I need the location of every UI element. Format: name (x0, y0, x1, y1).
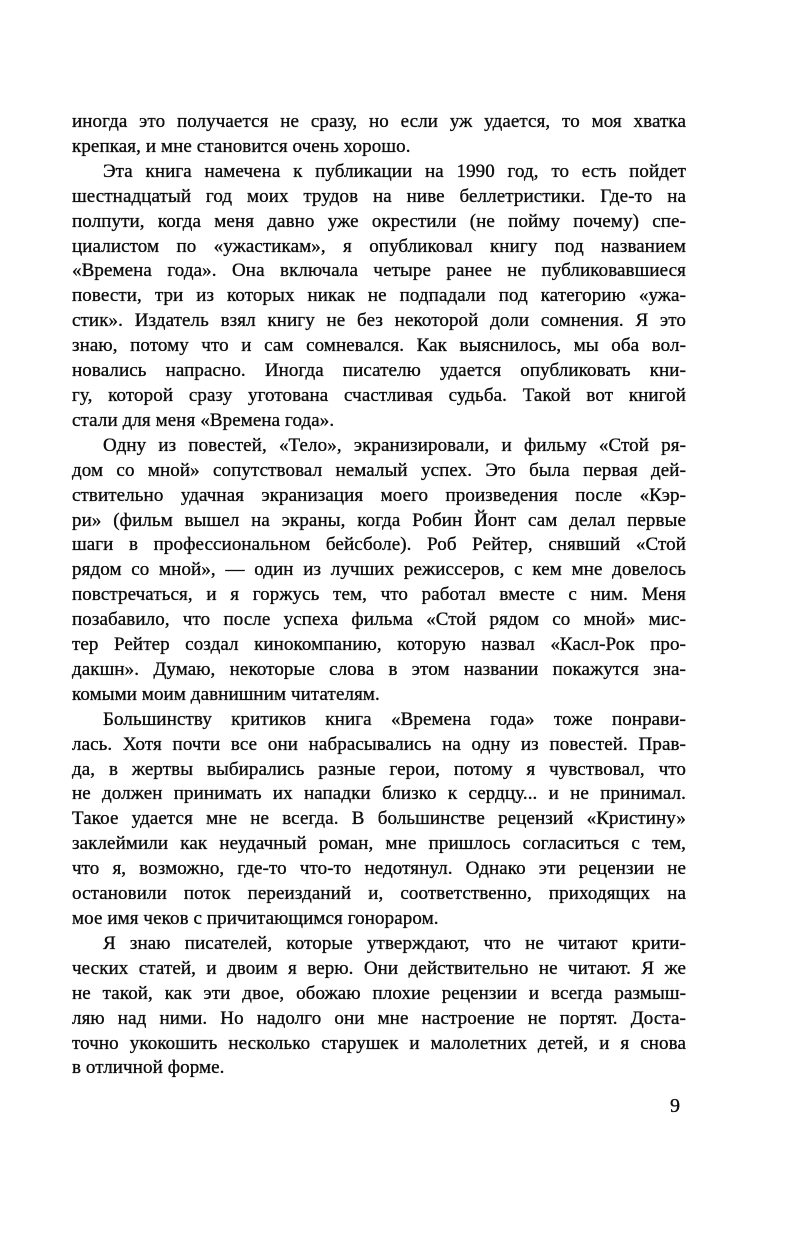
text-line: иногда это получается не сразу, но если уж удается, то моя хватка (72, 111, 686, 132)
text-line: заклеймили как неудачный роман, мне пришлось согласиться с тем, (72, 833, 686, 855)
text-line: стик». Издатель взял книгу не без некоторой доли сомнения. Я это (72, 310, 686, 332)
text-line: точно укокошить несколько старушек и малолетних детей, и я снова (72, 1032, 686, 1054)
text-line: Такое удается мне не всегда. В большинстве рецензий «Кристину» (72, 808, 686, 830)
text-line: Эта книга намечена к публикации на 1990 год, то есть пойдет (103, 160, 686, 182)
text-line: Я знаю писателей, которые утверждают, что не читают крити- (103, 932, 686, 954)
text-line: да, в жертвы выбирались разные герои, потому я чувствовал, что (72, 758, 686, 780)
text-line: новались напрасно. Иногда писателю удается опубликовать кни- (72, 360, 686, 382)
text-line: полпути, когда меня давно уже окрестили (не пойму почему) спе- (72, 210, 686, 232)
text-line: шестнадцатый год моих трудов на ниве беллетристики. Где-то на (72, 185, 686, 207)
text-line: мое имя чеков с причитающимся гонораром. (72, 908, 439, 929)
text-line: ляю над ними. Но надолго они мне настроение не портят. Доста- (72, 1007, 686, 1029)
text-line: ри» (фильм вышел на экраны, когда Робин Йонт сам делал первые (72, 509, 686, 531)
text-line: рядом со мной», — один из лучших режиссеров, с кем мне довелось (72, 559, 686, 581)
text-line: «Времена года». Она включала четыре ранее не публиковавшиеся (72, 260, 686, 282)
text-line: позабавило, что после успеха фильма «Стой рядом со мной» мис- (72, 609, 686, 631)
text-line: что я, возможно, где-то что-то недотянул. Однако эти рецензии не (72, 858, 686, 880)
text-line: повстречаться, и я горжусь тем, что работал вместе с ним. Меня (72, 584, 686, 606)
text-line: тер Рейтер создал кинокомпанию, которую назвал «Касл-Рок про- (72, 634, 686, 656)
text-line: Большинству критиков книга «Времена года» тоже понрави- (103, 708, 686, 730)
text-line: комыми моим давнишним читателям. (72, 683, 380, 705)
text-line: дом со мной» сопутствовал немалый успех. Это была первая дей- (72, 459, 686, 481)
text-line: в отличной форме. (72, 1057, 225, 1079)
text-line: ствительно удачная экранизация моего произведения после «Кэр- (72, 484, 686, 506)
text-line: повести, три из которых никак не подпадали под категорию «ужа- (72, 285, 686, 307)
page-text (72, 110, 686, 1081)
text-line: не должен принимать их нападки близко к сердцу... и не принимал. (72, 783, 686, 805)
text-line: знаю, потому что и сам сомневался. Как выяснилось, мы оба вол- (72, 335, 686, 357)
text-line: стали для меня «Времена года». (72, 409, 335, 431)
text-line: не такой, как эти двое, обожаю плохие рецензии и всегда размыш- (72, 982, 686, 1004)
text-line: шаги в профессиональном бейсболе). Роб Рейтер, снявший «Стой (72, 534, 686, 556)
text-line: гу, которой сразу уготована счастливая судьба. Такой вот книгой (72, 384, 686, 406)
text-line: циалистом по «ужастикам», я опубликовал книгу под названием (72, 235, 686, 257)
text-line: остановили поток переизданий и, соответственно, приходящих на (72, 883, 686, 905)
text-line: дакшн». Думаю, некоторые слова в этом названии покажутся зна- (72, 658, 686, 680)
text-line: крепкая, и мне становится очень хорошо. (72, 135, 411, 157)
text-line: ческих статей, и двоим я верю. Они действительно не читают. Я же (72, 957, 686, 979)
text-line: Одну из повестей, «Тело», экранизировали, и фильму «Стой ря- (103, 434, 686, 456)
text-line: лась. Хотя почти все они набрасывались на одну из повестей. Прав- (72, 733, 686, 755)
page-number: 9 (670, 1095, 680, 1117)
